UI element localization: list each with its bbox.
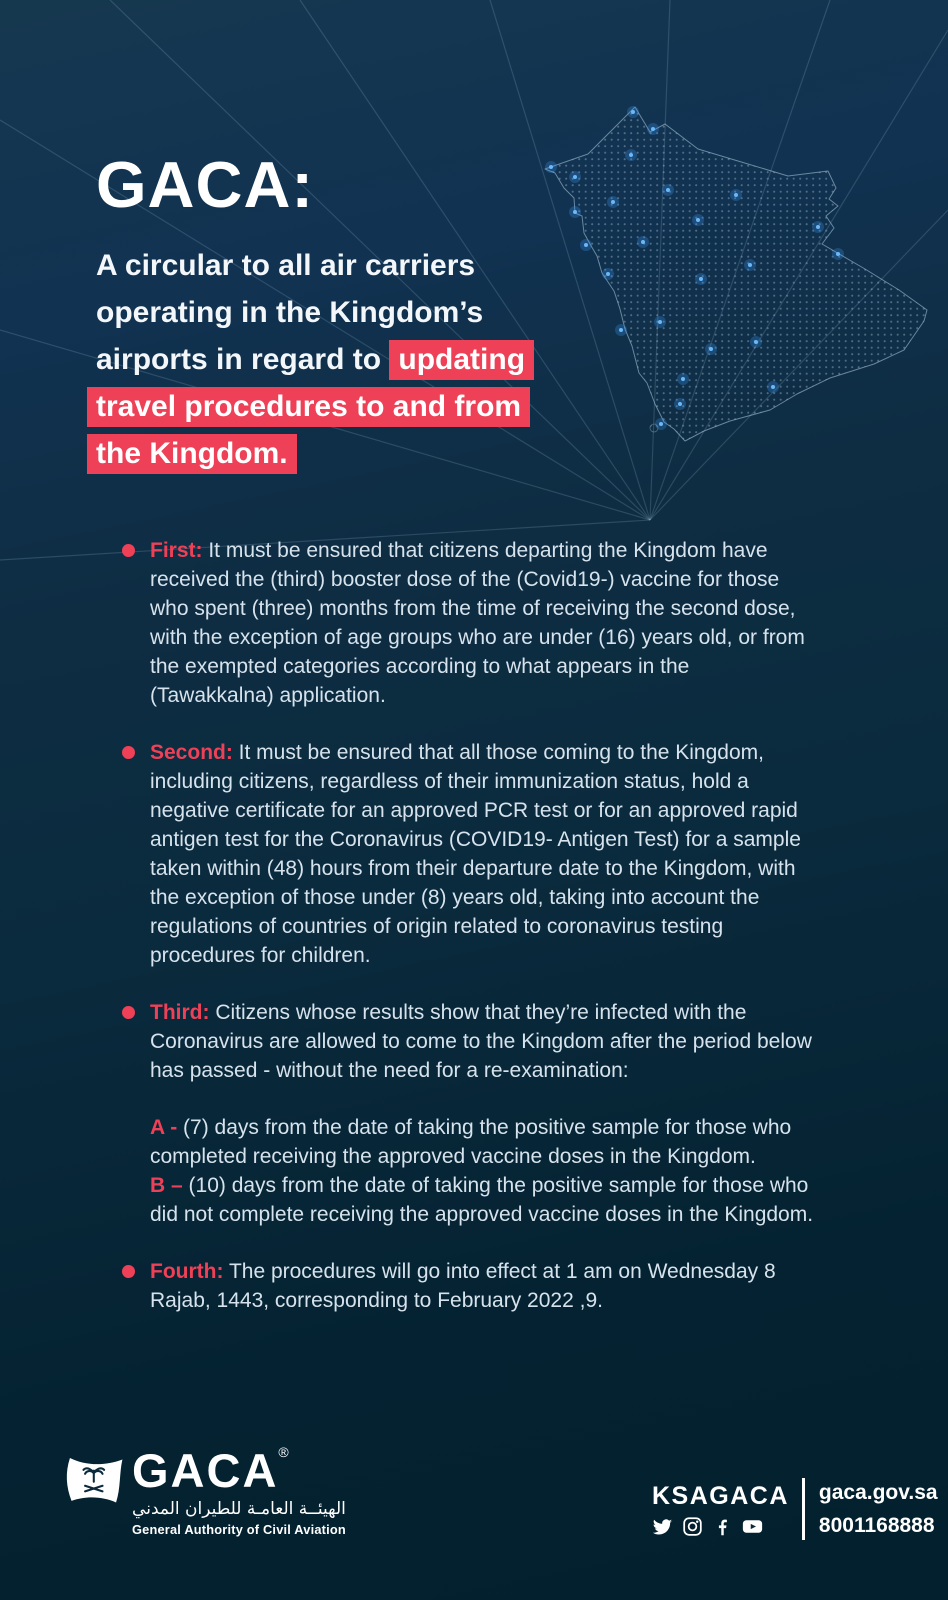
paragraph-text [150,1257,814,1315]
website-url: gaca.gov.sa [818,1480,938,1504]
paragraph-text [150,738,814,970]
social-icons [652,1516,789,1537]
bullet-icon [122,1006,135,1019]
paragraph-body: Citizens whose results show that they’re infected with the Coronavirus are allowed to come to the Kingdom after the period below has passed - without the need for a re-examination: [150,1001,812,1082]
subtitle-line-2 [96,289,534,336]
subitem-label: B – [150,1174,183,1197]
subtitle-line-5 [96,430,534,477]
bullet-icon [122,746,135,759]
subtitle-text: operating in the Kingdom’s [96,296,484,329]
paragraph-fourth [122,1257,814,1315]
paragraph-body: It must be ensured that all those coming to the Kingdom, including citizens, regardless of their immunization status, hold a negative certificate for an approved PCR test or for an approved rapid antigen test for the Coronavirus (COVID19- Antigen Test) for a sample taken within (48) hours from their departure date to the Kingdom, with the exception of those under (8) years old, taking into account the regulations of countries of origin related to coronavirus testing procedures for children. [150,741,801,967]
subtitle-text: airports in regard to [96,343,390,376]
subtitle-line-4 [96,383,534,430]
logo-wordmark: GACA [132,1444,279,1497]
circular-body [122,536,814,1343]
saudi-arabia-map [538,92,938,452]
subitem-body: (7) days from the date of taking the positive sample for those who completed receiving the approved vaccine doses in the Kingdom. [150,1116,792,1168]
subitem-a [150,1113,814,1171]
footer-divider [802,1478,805,1540]
twitter-icon [652,1516,673,1537]
registered-mark: ® [278,1444,289,1460]
paragraph-label: Second: [150,741,233,764]
youtube-icon [742,1516,763,1537]
highlighted-text: the Kingdom. [87,434,297,474]
highlighted-text: updating [389,340,534,380]
instagram-icon [682,1516,703,1537]
social-handle: KSAGACA [652,1481,789,1510]
paragraph-label: Third: [150,1001,210,1024]
paragraph-body: The procedures will go into effect at 1 am on Wednesday 8 Rajab, 1443, corresponding to February 2022 ,9. [150,1260,776,1312]
subitem-body: (10) days from the date of taking the positive sample for those who did not complete receiving the approved vaccine doses in the Kingdom. [150,1174,814,1226]
paragraph-label: First: [150,539,203,562]
paragraph-text [150,536,814,710]
paragraph-first [122,536,814,710]
contact-details [819,1481,938,1538]
saudi-flag-icon [62,1451,124,1511]
bullet-icon [122,1265,135,1278]
paragraph-second [122,738,814,970]
subitem-label: A - [150,1116,178,1139]
logo-text [132,1444,346,1537]
highlighted-text: travel procedures to and from [87,387,530,427]
bullet-icon [122,544,135,557]
subtitle [96,242,534,477]
subtitle-line-1 [96,242,534,289]
logo-arabic-name: الهيئــة العامـة للطيران المدني [132,1499,346,1519]
page-title: GACA: [96,148,315,221]
gaca-logo [62,1444,346,1537]
paragraph-body: It must be ensured that citizens departing the Kingdom have received the (third) booster dose of the (Covid19-) vaccine for those who spent (three) months from the time of receiving the second dose, with the exception of age groups who are under (16) years old, or from the exempted categories according to what appears in the (Tawakkalna) application. [150,539,805,707]
contact-block [652,1478,938,1540]
paragraph-label: Fourth: [150,1260,224,1283]
subitem-b [150,1171,814,1229]
logo-name-row [132,1444,346,1497]
header [96,148,534,477]
subtitle-text: A circular to all air carriers [96,249,476,282]
paragraph-text [150,998,814,1085]
subitem-list [150,1113,814,1229]
phone-number: 8001168888 [818,1513,935,1537]
subtitle-line-3 [96,336,534,383]
facebook-icon [712,1516,733,1537]
social-handle-block [652,1482,789,1537]
paragraph-third [122,998,814,1085]
logo-english-name: General Authority of Civil Aviation [132,1522,346,1537]
